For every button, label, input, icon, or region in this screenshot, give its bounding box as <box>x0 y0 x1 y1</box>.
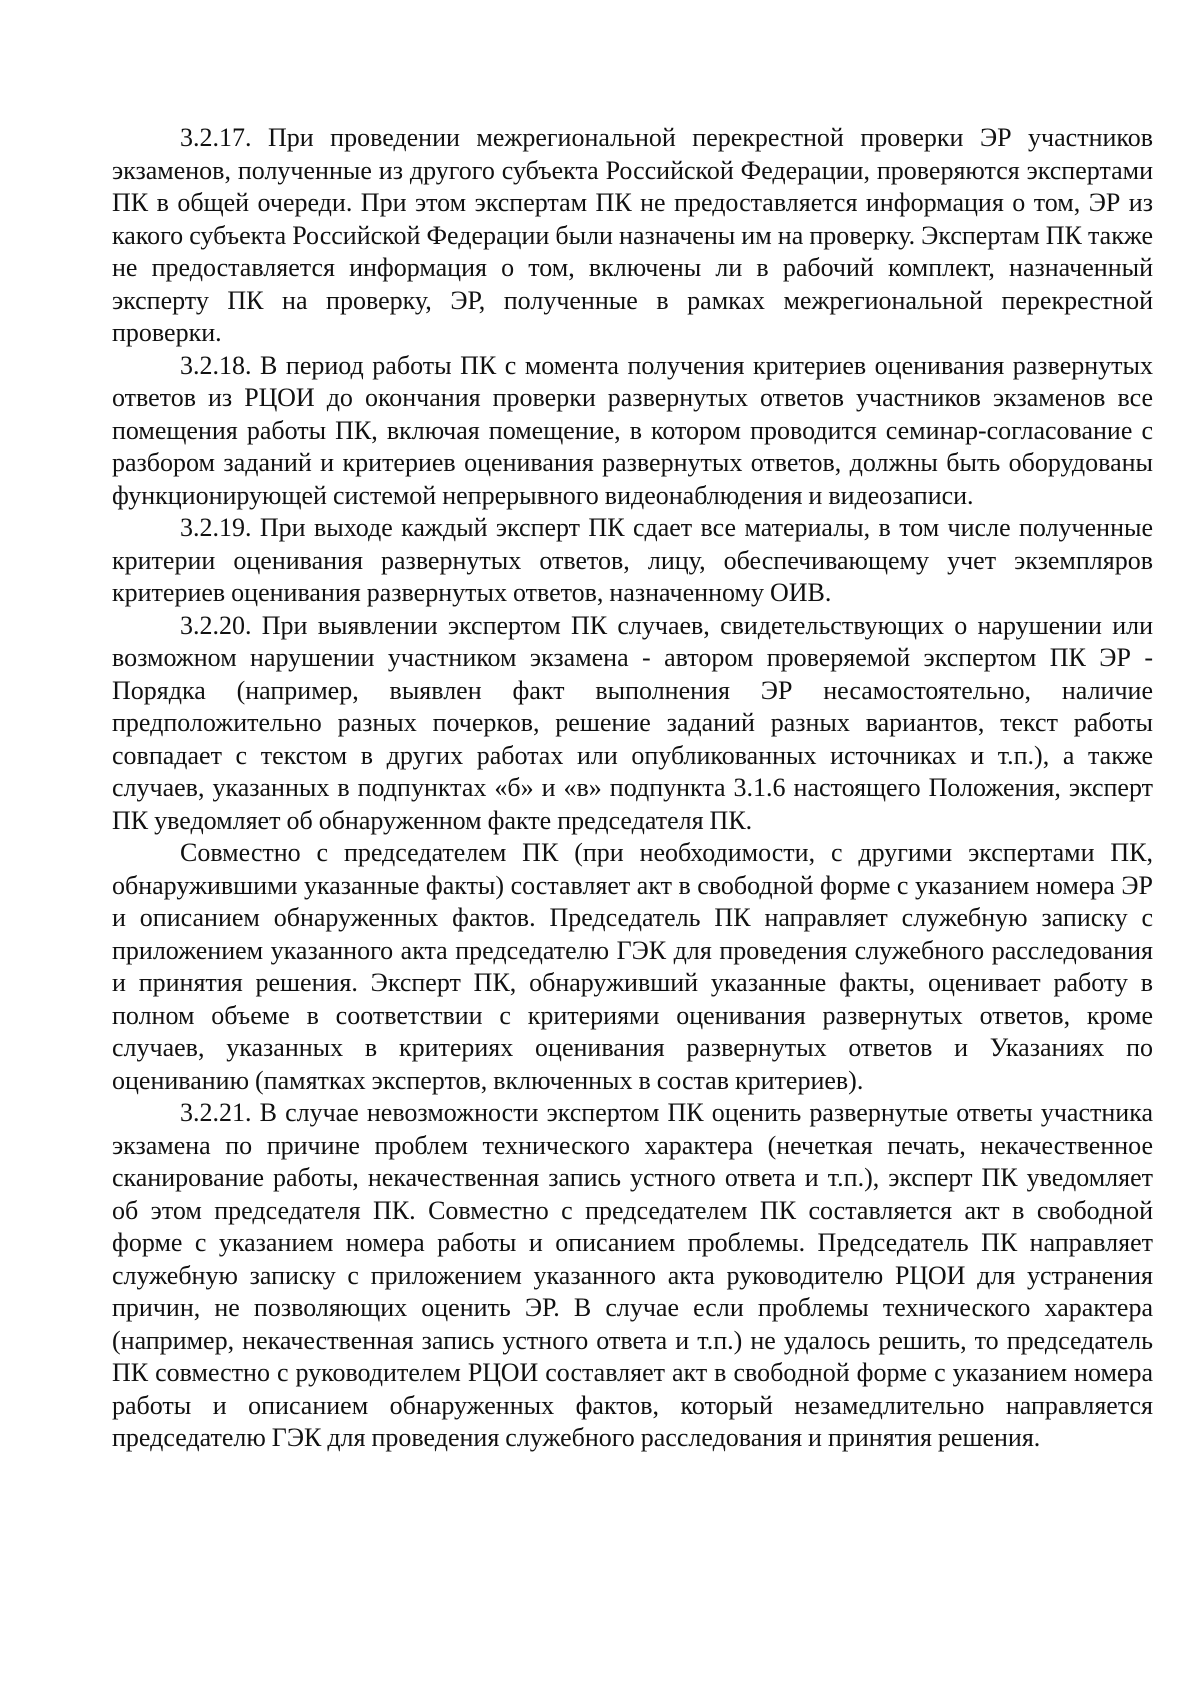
paragraph-3-2-20-continuation: Совместно с председателем ПК (при необходимости, с другими экспертами ПК, обнаружившими указанные факты) составляет акт в свободной форме с указанием номера ЭР и описанием обнаруженных фактов. Председатель ПК направляет служебную записку с приложением указанного акта председателю ГЭК для проведения служебного расследования и принятия решения. Эксперт ПК, обнаруживший указанные факты, оценивает работу в полном объеме в соответствии с критериями оценивания развернутых ответов, кроме случаев, указанных в критериях оценивания развернутых ответов и Указаниях по оцениванию (памятках экспертов, включенных в состав критериев). <box>112 838 1153 1095</box>
paragraph-3-2-20: 3.2.20. При выявлении экспертом ПК случаев, свидетельствующих о нарушении или возможном нарушении участником экзамена - автором проверяемой экспертом ПК ЭР - Порядка (например, выявлен факт выполнения ЭР несамостоятельно, наличие предположительно разных почерков, решение заданий разных вариантов, текст работы совпадает с текстом в других работах или опубликованных источниках и т.п.), а также случаев, указанных в подпунктах «б» и «в» подпункта 3.1.6 настоящего Положения, эксперт ПК уведомляет об обнаруженном факте председателя ПК. <box>112 610 1153 835</box>
paragraph-3-2-21: 3.2.21. В случае невозможности экспертом ПК оценить развернутые ответы участника экзамена по причине проблем технического характера (нечеткая печать, некачественное сканирование работы, некачественная запись устного ответа и т.п.), эксперт ПК уведомляет об этом председателя ПК. Совместно с председателем ПК составляется акт в свободной форме с указанием номера работы и описанием проблемы. Председатель ПК направляет служебную записку с приложением указанного акта руководителю РЦОИ для устранения причин, не позволяющих оценить ЭР. В случае если проблемы технического характера (например, некачественная запись устного ответа и т.п.) не удалось решить, то председатель ПК совместно с руководителем РЦОИ составляет акт в свободной форме с указанием номера работы и описанием обнаруженных фактов, который незамедлительно направляется председателю ГЭК для проведения служебного расследования и принятия решения. <box>112 1098 1153 1452</box>
paragraph-3-2-19: 3.2.19. При выходе каждый эксперт ПК сдает все материалы, в том числе полученные критерии оценивания развернутых ответов, лицу, обеспечивающему учет экземпляров критериев оценивания развернутых ответов, назначенному ОИВ. <box>112 513 1153 607</box>
paragraph-3-2-18: 3.2.18. В период работы ПК с момента получения критериев оценивания развернутых ответов из РЦОИ до окончания проверки развернутых ответов участников экзаменов все помещения работы ПК, включая помещение, в котором проводится семинар-согласование с разбором заданий и критериев оценивания развернутых ответов, должны быть оборудованы функционирующей системой непрерывного видеонаблюдения и видеозаписи. <box>112 350 1153 510</box>
paragraph-3-2-17: 3.2.17. При проведении межрегиональной перекрестной проверки ЭР участников экзаменов, полученные из другого субъекта Российской Федерации, проверяются экспертами ПК в общей очереди. При этом экспертам ПК не предоставляется информация о том, ЭР из какого субъекта Российской Федерации были назначены им на проверку. Экспертам ПК также не предоставляется информация о том, включены ли в рабочий комплект, назначенный эксперту ПК на проверку, ЭР, полученные в рамках межрегиональной перекрестной проверки. <box>112 123 1153 347</box>
